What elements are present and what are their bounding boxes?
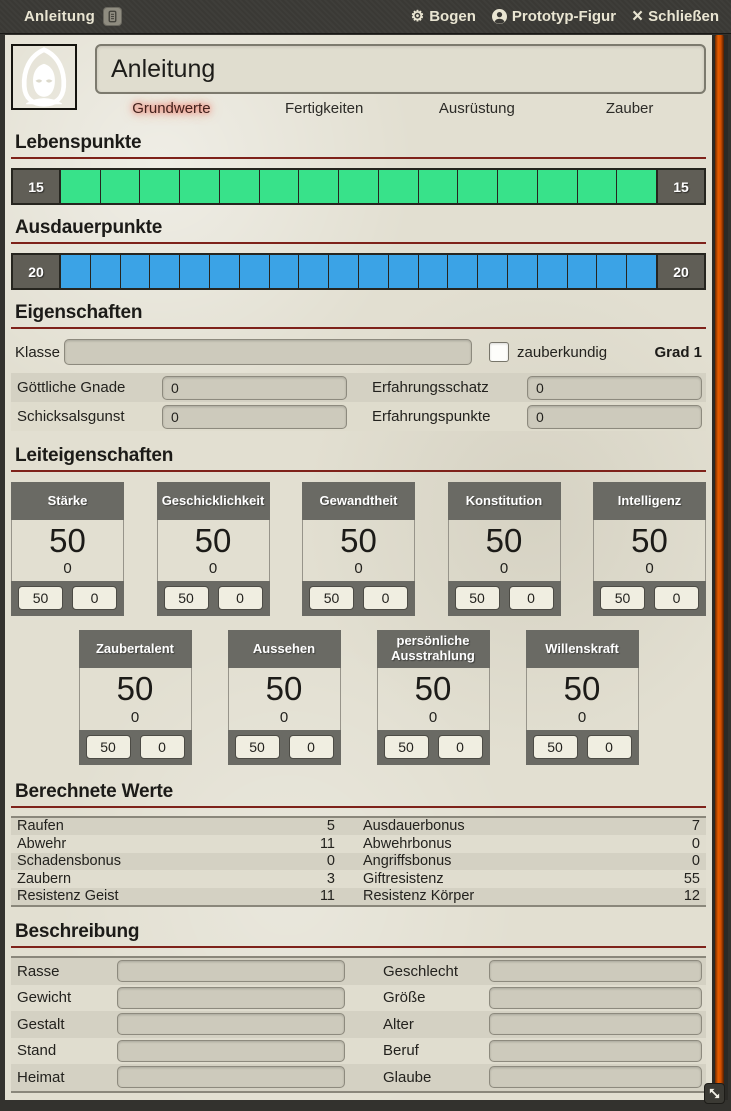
stat-inputs xyxy=(228,730,341,765)
stat-card xyxy=(377,630,490,764)
resize-arrow-icon xyxy=(707,1086,722,1101)
gear-icon: ⚙ xyxy=(410,8,425,25)
points-segment[interactable] xyxy=(61,170,101,203)
desc-label: Rasse xyxy=(17,962,60,980)
desc-label: Stand xyxy=(17,1042,57,1060)
stat-inputs xyxy=(11,581,124,616)
stat-modifier: 0 xyxy=(645,560,654,578)
stat-card xyxy=(593,482,706,616)
stat-name: Geschicklichkeit xyxy=(157,482,270,520)
stat-modifier: 0 xyxy=(577,708,587,726)
calc-row xyxy=(11,870,706,888)
stat-base-input[interactable] xyxy=(309,586,354,610)
stat-value: 50 xyxy=(116,670,154,708)
stat-body xyxy=(526,668,639,729)
stat-base-input[interactable] xyxy=(600,586,645,610)
stat-inputs xyxy=(526,730,639,765)
points-segment[interactable] xyxy=(578,170,618,203)
stat-body xyxy=(448,520,561,581)
stat-bonus-input[interactable] xyxy=(509,586,554,610)
calc-value: 12 xyxy=(683,888,700,905)
stat-value: 50 xyxy=(485,522,523,559)
calc-value: 0 xyxy=(326,853,335,870)
points-segment[interactable] xyxy=(498,170,538,203)
stat-value: 50 xyxy=(49,522,86,559)
points-segment[interactable] xyxy=(627,255,656,288)
points-segment[interactable] xyxy=(140,170,180,203)
leiteigenschaften-heading: Leiteigenschaften xyxy=(11,445,706,472)
stat-body xyxy=(11,520,124,581)
desc-row xyxy=(11,1064,706,1091)
points-value-left: 20 xyxy=(13,255,61,288)
points-segment[interactable] xyxy=(240,255,270,288)
stat-name: Gewandtheit xyxy=(302,482,415,520)
stat-body xyxy=(79,668,192,729)
stat-bonus-input[interactable] xyxy=(289,735,334,759)
calc-value: 11 xyxy=(319,835,335,852)
desc-label: Alter xyxy=(383,1015,414,1033)
calc-label: Giftresistenz xyxy=(363,870,444,887)
points-segment[interactable] xyxy=(617,170,656,203)
stat-bonus-input[interactable] xyxy=(587,735,632,759)
points-segment[interactable] xyxy=(389,255,419,288)
stat-bonus-input[interactable] xyxy=(438,735,483,759)
stat-name: Willenskraft xyxy=(526,630,639,668)
desc-row xyxy=(11,985,706,1012)
calc-label: Resistenz Geist xyxy=(17,888,119,905)
eigenschaften-heading: Eigenschaften xyxy=(11,302,706,329)
field-label: Erfahrungspunkte xyxy=(372,408,491,425)
stat-card xyxy=(526,630,639,764)
calc-row xyxy=(11,888,706,906)
stat-bonus-input[interactable] xyxy=(140,735,185,759)
stat-base-input[interactable] xyxy=(18,586,63,610)
resize-handle[interactable] xyxy=(704,1083,725,1104)
points-segment[interactable] xyxy=(419,255,449,288)
calc-row xyxy=(11,835,706,853)
stat-value: 50 xyxy=(265,670,303,708)
stat-base-input[interactable] xyxy=(164,586,209,610)
stat-body xyxy=(377,668,490,729)
klasse-row xyxy=(11,337,706,367)
calc-label: Zaubern xyxy=(17,870,72,887)
stat-inputs xyxy=(377,730,490,765)
calc-label: Resistenz Körper xyxy=(363,888,475,905)
stat-modifier: 0 xyxy=(208,560,218,578)
tab-ausruestung[interactable]: Ausrüstung xyxy=(438,100,515,117)
stat-modifier: 0 xyxy=(63,560,72,578)
stat-bonus-input[interactable] xyxy=(72,586,117,610)
desc-input[interactable] xyxy=(117,960,345,982)
calc-label: Schadensbonus xyxy=(17,853,121,870)
stat-card xyxy=(11,482,124,616)
points-segment[interactable] xyxy=(458,170,498,203)
stat-row-2 xyxy=(11,630,706,764)
field-label: Erfahrungsschatz xyxy=(372,379,489,396)
berechnete-werte-table xyxy=(11,816,706,908)
calc-value: 7 xyxy=(691,818,700,835)
desc-label: Glaube xyxy=(383,1068,432,1086)
points-segment[interactable] xyxy=(270,255,300,288)
calc-label: Angriffsbonus xyxy=(363,853,452,870)
stat-bonus-input[interactable] xyxy=(654,586,699,610)
lebenspunkte-bar xyxy=(11,168,706,205)
desc-row xyxy=(11,1038,706,1065)
header-right xyxy=(95,44,706,120)
points-segment[interactable] xyxy=(359,255,389,288)
stat-inputs xyxy=(157,581,270,616)
desc-label: Gewicht xyxy=(17,989,72,1007)
calc-label: Ausdauerbonus xyxy=(363,818,465,835)
stat-value: 50 xyxy=(340,522,377,559)
points-segment[interactable] xyxy=(299,255,329,288)
bogen-label: Bogen xyxy=(429,8,476,25)
stat-name: Stärke xyxy=(11,482,124,520)
points-segment[interactable] xyxy=(150,255,180,288)
field-label: Schicksalsgunst xyxy=(17,408,125,425)
points-segment[interactable] xyxy=(180,255,210,288)
points-segment[interactable] xyxy=(419,170,459,203)
points-value-left: 15 xyxy=(13,170,61,203)
stat-name: Konstitution xyxy=(448,482,561,520)
erfahrung-row xyxy=(11,402,706,431)
stat-value: 50 xyxy=(194,522,232,559)
points-segment[interactable] xyxy=(379,170,419,203)
points-segment[interactable] xyxy=(329,255,359,288)
klasse-input[interactable] xyxy=(64,339,472,365)
stat-inputs xyxy=(448,581,561,616)
stat-base-input[interactable] xyxy=(235,735,280,759)
value-input[interactable] xyxy=(162,405,347,429)
desc-row xyxy=(11,958,706,985)
points-segment[interactable] xyxy=(478,255,508,288)
desc-input[interactable] xyxy=(117,987,345,1009)
points-segment[interactable] xyxy=(180,170,220,203)
calc-value: 55 xyxy=(683,870,700,887)
ausdauerpunkte-heading: Ausdauerpunkte xyxy=(11,217,706,244)
close-button[interactable] xyxy=(632,5,719,27)
titlebar xyxy=(0,0,731,34)
avatar[interactable] xyxy=(11,44,77,110)
desc-input[interactable] xyxy=(117,1040,345,1062)
stat-modifier: 0 xyxy=(130,708,140,726)
stat-modifier: 0 xyxy=(428,708,438,726)
desc-input[interactable] xyxy=(489,1066,702,1088)
tab-zauber[interactable]: Zauber xyxy=(605,100,654,117)
close-icon: × xyxy=(632,5,644,27)
stat-name: persönliche Ausstrahlung xyxy=(377,630,490,668)
desc-row xyxy=(11,1011,706,1038)
value-input[interactable] xyxy=(162,376,347,400)
stat-bonus-input[interactable] xyxy=(363,586,408,610)
points-segment[interactable] xyxy=(508,255,538,288)
prototyp-figur-button[interactable] xyxy=(492,8,616,25)
prototyp-figur-label: Prototyp-Figur xyxy=(511,8,617,25)
stat-body xyxy=(593,520,706,581)
stat-modifier: 0 xyxy=(354,560,363,578)
stat-value: 50 xyxy=(414,670,452,708)
points-segment[interactable] xyxy=(61,255,91,288)
tab-fertigkeiten[interactable]: Fertigkeiten xyxy=(284,100,364,117)
desc-input[interactable] xyxy=(489,987,702,1009)
tab-bar xyxy=(95,98,706,120)
points-segment[interactable] xyxy=(210,255,240,288)
desc-label: Gestalt xyxy=(17,1015,65,1033)
stat-base-input[interactable] xyxy=(86,735,131,759)
zauberkundig-label: zauberkundig xyxy=(517,343,608,361)
points-segment[interactable] xyxy=(568,255,598,288)
calc-label: Abwehrbonus xyxy=(363,835,452,852)
stat-card xyxy=(302,482,415,616)
stat-name: Aussehen xyxy=(228,630,341,668)
zauberkundig-checkbox[interactable] xyxy=(489,342,509,362)
calc-value: 5 xyxy=(326,818,335,835)
grad-label: Grad 1 xyxy=(654,343,702,361)
desc-input[interactable] xyxy=(489,1040,702,1062)
lebenspunkte-heading: Lebenspunkte xyxy=(11,132,706,159)
beschreibung-heading: Beschreibung xyxy=(11,921,706,948)
desc-input[interactable] xyxy=(117,1066,345,1088)
calc-value: 0 xyxy=(691,853,700,870)
points-segment[interactable] xyxy=(220,170,260,203)
stat-body xyxy=(302,520,415,581)
stat-row-1 xyxy=(11,482,706,616)
character-name-input[interactable] xyxy=(95,44,706,94)
stat-base-input[interactable] xyxy=(533,735,578,759)
sheet-content xyxy=(5,35,712,1100)
points-segment[interactable] xyxy=(101,170,141,203)
stat-card xyxy=(448,482,561,616)
stat-card xyxy=(79,630,192,764)
stat-name: Zaubertalent xyxy=(79,630,192,668)
stat-base-input[interactable] xyxy=(455,586,500,610)
calc-row xyxy=(11,853,706,871)
erfahrung-row xyxy=(11,373,706,402)
desc-label: Heimat xyxy=(17,1068,65,1086)
titlebar-actions xyxy=(410,5,719,27)
calc-value: 0 xyxy=(691,835,700,852)
points-value-right: 15 xyxy=(656,170,704,203)
points-segment[interactable] xyxy=(91,255,121,288)
stat-inputs xyxy=(593,581,706,616)
points-segments xyxy=(61,255,656,288)
person-icon xyxy=(492,9,507,25)
stat-modifier: 0 xyxy=(499,560,509,578)
points-segment[interactable] xyxy=(597,255,627,288)
desc-label: Größe xyxy=(383,989,426,1007)
window-title: Anleitung xyxy=(24,8,95,25)
document-icon xyxy=(103,7,122,26)
value-input[interactable] xyxy=(527,376,702,400)
points-segment[interactable] xyxy=(538,255,568,288)
stat-inputs xyxy=(302,581,415,616)
beschreibung-table xyxy=(11,956,706,1093)
stat-card xyxy=(157,482,270,616)
points-segment[interactable] xyxy=(339,170,379,203)
stat-name: Intelligenz xyxy=(593,482,706,520)
calc-value: 3 xyxy=(326,870,335,887)
desc-input[interactable] xyxy=(489,960,702,982)
bogen-button[interactable] xyxy=(411,8,476,25)
desc-label: Beruf xyxy=(383,1042,419,1060)
points-segments xyxy=(61,170,656,203)
tab-grundwerte[interactable]: Grundwerte xyxy=(132,100,211,117)
points-value-right: 20 xyxy=(656,255,704,288)
points-segment[interactable] xyxy=(299,170,339,203)
points-segment[interactable] xyxy=(121,255,151,288)
ausdauerpunkte-bar xyxy=(11,253,706,290)
stat-card xyxy=(228,630,341,764)
stat-body xyxy=(228,668,341,729)
stat-inputs xyxy=(79,730,192,765)
stat-value: 50 xyxy=(563,670,601,708)
scrollbar-track xyxy=(712,35,728,1100)
calc-value: 11 xyxy=(319,888,335,905)
calc-row xyxy=(11,818,706,836)
points-segment[interactable] xyxy=(448,255,478,288)
points-segment[interactable] xyxy=(538,170,578,203)
calc-label: Abwehr xyxy=(17,835,67,852)
sheet-header xyxy=(11,44,706,120)
value-input[interactable] xyxy=(527,405,702,429)
berechnete-werte-heading: Berechnete Werte xyxy=(11,781,706,808)
stat-bonus-input[interactable] xyxy=(218,586,263,610)
erfahrung-table xyxy=(11,373,706,431)
stat-body xyxy=(157,520,270,581)
desc-label: Geschlecht xyxy=(383,962,459,980)
stat-modifier: 0 xyxy=(279,708,289,726)
stat-base-input[interactable] xyxy=(384,735,429,759)
desc-input[interactable] xyxy=(489,1013,702,1035)
points-segment[interactable] xyxy=(260,170,300,203)
calc-label: Raufen xyxy=(17,818,64,835)
klasse-label: Klasse xyxy=(15,343,61,361)
close-label: Schließen xyxy=(648,8,719,25)
stat-value: 50 xyxy=(631,522,668,559)
field-label: Göttliche Gnade xyxy=(17,379,126,396)
scrollbar-thumb[interactable] xyxy=(715,35,724,1100)
desc-input[interactable] xyxy=(117,1013,345,1035)
